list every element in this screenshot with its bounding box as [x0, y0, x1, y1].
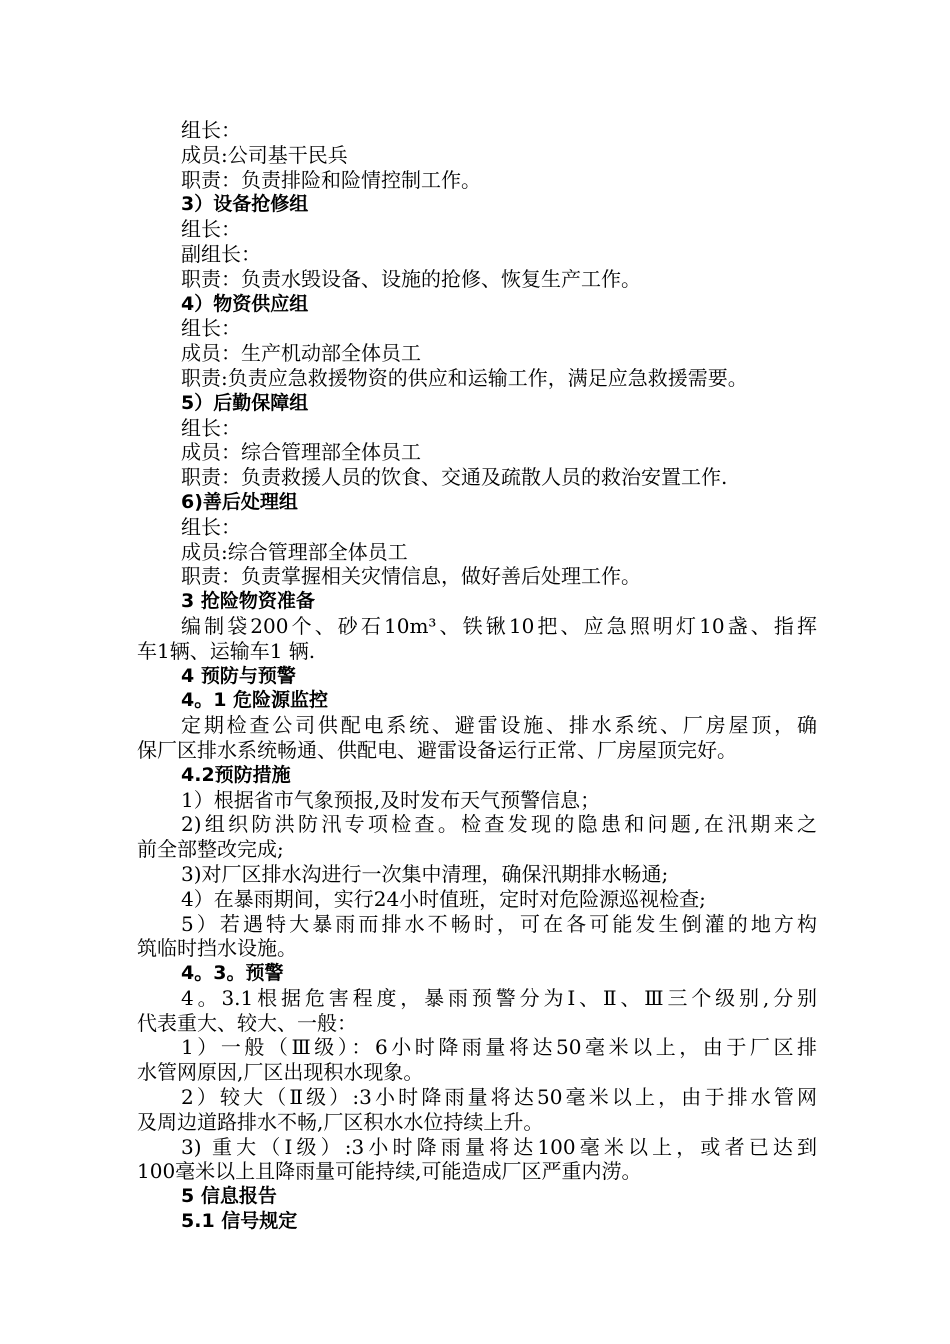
- paragraph-line: 4）在暴雨期间，实行24小时值班，定时对危险源巡视检查;: [181, 886, 706, 911]
- paragraph-line: 定期检查公司供配电系统、避雷设施、排水系统、厂房屋顶，确: [181, 713, 817, 738]
- paragraph-line: 3)对厂区排水沟进行一次集中清理，确保汛期排水畅通;: [181, 861, 669, 886]
- section-heading: 6)善后处理组: [181, 490, 298, 513]
- paragraph-line: 编制袋200个、砂石10m³、铁锹10把、应急照明灯10盏、指挥: [181, 613, 817, 638]
- paragraph-continuation-line: 前全部整改完成;: [137, 837, 284, 862]
- paragraph-continuation-line: 保厂区排水系统畅通、供配电、避雷设备运行正常、厂房屋顶完好。: [137, 737, 737, 762]
- section-heading: 3）设备抢修组: [181, 193, 309, 216]
- paragraph-line: 副组长：: [181, 241, 261, 266]
- paragraph-line: 组长：: [181, 415, 241, 440]
- paragraph-line: 职责:负责应急救援物资的供应和运输工作，满足应急救援需要。: [181, 365, 748, 390]
- paragraph-line: 2)组织防洪防汛专项检查。检查发现的隐患和问题,在汛期来之: [181, 812, 817, 837]
- paragraph-continuation-line: 筑临时挡水设施。: [137, 936, 297, 961]
- paragraph-line: 2）较大（Ⅱ级）:3小时降雨量将达50毫米以上，由于排水管网: [181, 1085, 817, 1110]
- paragraph-line: 组长：: [181, 118, 241, 142]
- section-heading: 4 预防与预警: [181, 664, 296, 687]
- paragraph-continuation-line: 100毫米以上且降雨量可能持续,可能造成厂区严重内涝。: [137, 1159, 642, 1184]
- paragraph-line: 职责：负责排险和险情控制工作。: [181, 167, 481, 192]
- paragraph-line: 组长：: [181, 316, 241, 341]
- paragraph-line: 3) 重大（Ⅰ级）:3小时降雨量将达100毫米以上，或者已达到: [181, 1134, 817, 1159]
- paragraph-line: 成员:综合管理部全体员工: [181, 539, 408, 564]
- paragraph-line: 4。3.1根据危害程度，暴雨预警分为Ⅰ、Ⅱ、Ⅲ三个级别,分别: [181, 985, 817, 1010]
- section-heading: 5.1 信号规定: [181, 1210, 298, 1233]
- paragraph-continuation-line: 及周边道路排水不畅,厂区积水水位持续上升。: [137, 1109, 544, 1134]
- paragraph-continuation-line: 水管网原因,厂区出现积水现象。: [137, 1060, 424, 1085]
- paragraph-line: 职责：负责救援人员的饮食、交通及疏散人员的救治安置工作.: [181, 465, 728, 490]
- document-body: [137, 118, 817, 1234]
- section-heading: 4。1 危险源监控: [181, 689, 329, 712]
- paragraph-line: 组长：: [181, 217, 241, 242]
- paragraph-line: 成员:公司基干民兵: [181, 142, 348, 167]
- section-heading: 4.2预防措施: [181, 763, 291, 786]
- paragraph-line: 1）根据省市气象预报,及时发布天气预警信息；: [181, 787, 601, 812]
- paragraph-line: 组长：: [181, 514, 241, 539]
- paragraph-line: 5）若遇特大暴雨而排水不畅时，可在各可能发生倒灌的地方构: [181, 911, 817, 936]
- section-heading: 5）后勤保障组: [181, 391, 309, 414]
- section-heading: 4。3。预警: [181, 962, 284, 985]
- section-heading: 3 抢险物资准备: [181, 590, 315, 613]
- paragraph-continuation-line: 车1辆、运输车1 辆.: [137, 638, 316, 663]
- paragraph-line: 职责：负责水毁设备、设施的抢修、恢复生产工作。: [181, 266, 641, 291]
- paragraph-line: 职责：负责掌握相关灾情信息，做好善后处理工作。: [181, 564, 641, 589]
- section-heading: 4）物资供应组: [181, 292, 309, 315]
- paragraph-line: 成员：综合管理部全体员工: [181, 440, 421, 465]
- paragraph-line: 1）一般（Ⅲ级）：6小时降雨量将达50毫米以上，由于厂区排: [181, 1035, 817, 1060]
- paragraph-continuation-line: 代表重大、较大、一般：: [137, 1010, 357, 1035]
- paragraph-line: 成员：生产机动部全体员工: [181, 341, 421, 366]
- section-heading: 5 信息报告: [181, 1185, 277, 1208]
